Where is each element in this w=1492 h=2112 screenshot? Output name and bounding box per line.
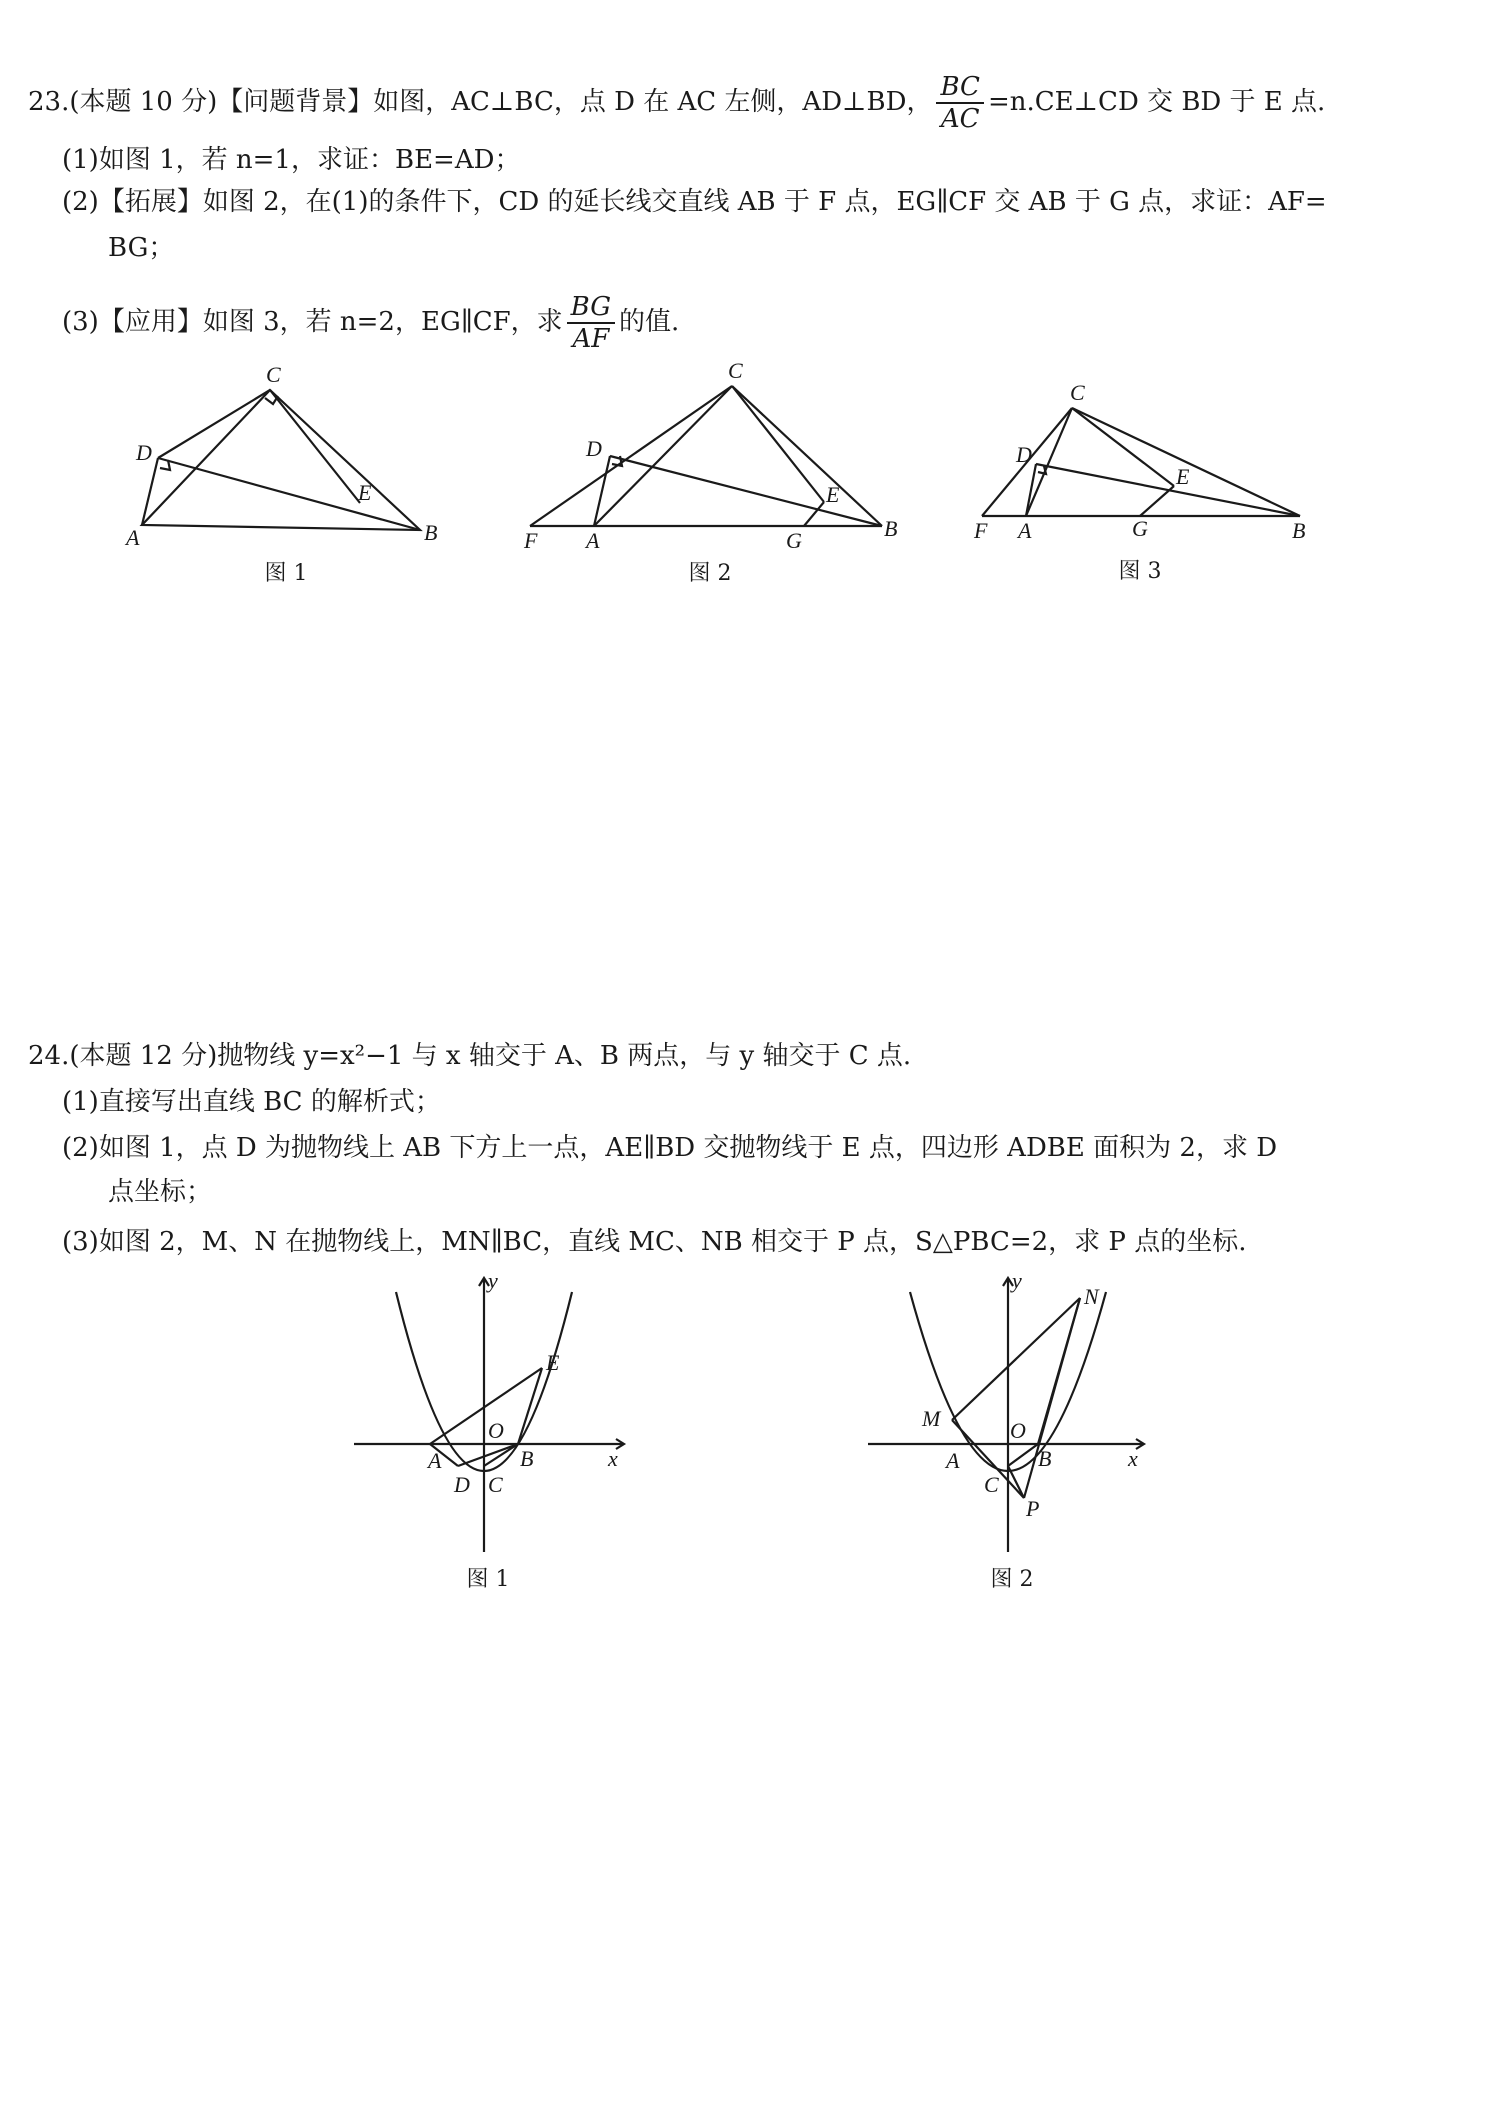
- right-angle-d: [160, 460, 170, 470]
- line-cf: [530, 386, 732, 526]
- q23-part3-b: 的值.: [619, 307, 680, 337]
- segment-ca: [594, 386, 732, 526]
- label-o: O: [1010, 1418, 1026, 1443]
- label-c: C: [728, 358, 743, 383]
- label-b: B: [1038, 1446, 1052, 1471]
- segment-ad: [142, 458, 158, 525]
- q23-fig1-caption: 图 1: [264, 561, 308, 586]
- q23-frac-den: AC: [940, 104, 980, 134]
- label-e: E: [826, 482, 840, 507]
- q24-part1: (1)直接写出直线 BC 的解析式；: [62, 1087, 441, 1117]
- label-f: F: [974, 518, 988, 543]
- right-angle-c: [265, 396, 278, 404]
- label-b: B: [520, 1446, 534, 1471]
- label-x: x: [608, 1446, 618, 1471]
- segment-db: [610, 456, 882, 526]
- label-o: O: [488, 1418, 504, 1443]
- q24-figure-1: [346, 1270, 646, 1560]
- q23-part3-den: AF: [572, 324, 610, 354]
- segment-ce: [732, 386, 824, 502]
- label-m: M: [922, 1406, 941, 1431]
- segment-eg: [1140, 486, 1174, 516]
- label-c: C: [984, 1472, 999, 1497]
- q23-figure-2: [520, 356, 900, 556]
- label-a: A: [586, 528, 600, 553]
- label-d: D: [454, 1472, 470, 1497]
- q24-figure-2: [862, 1270, 1172, 1560]
- label-x: x: [1128, 1446, 1138, 1471]
- label-e: E: [1176, 464, 1190, 489]
- label-g: G: [786, 528, 802, 553]
- q24-part3: (3)如图 2，M、N 在抛物线上，MN∥BC，直线 MC、NB 相交于 P 点，S△PBC=2，求 P 点的坐标.: [62, 1227, 1247, 1257]
- label-e: E: [358, 480, 372, 505]
- q24-part2-line2: 点坐标；: [108, 1177, 213, 1207]
- triangle-abc: [142, 390, 420, 530]
- segment-ad: [594, 456, 610, 526]
- q23-fraction-bg-af: [567, 292, 615, 354]
- label-a: A: [428, 1448, 442, 1473]
- segment-cb: [732, 386, 882, 526]
- segment-cb: [1072, 408, 1300, 516]
- label-e: E: [546, 1350, 560, 1375]
- label-a: A: [946, 1448, 960, 1473]
- label-y: y: [488, 1270, 498, 1293]
- label-a: A: [1018, 518, 1032, 543]
- q23-fig3-caption: 图 3: [1118, 559, 1162, 584]
- q24-fig1-caption: 图 1: [466, 1567, 510, 1592]
- label-g: G: [1132, 516, 1148, 541]
- label-c: C: [266, 362, 281, 387]
- q23-figure-1: [120, 360, 460, 560]
- q24-fig2-caption: 图 2: [990, 1567, 1034, 1592]
- label-p: P: [1026, 1496, 1040, 1521]
- label-d: D: [1016, 442, 1032, 467]
- q23-intro-a: 23.(本题 10 分)【问题背景】如图，AC⊥BC，点 D 在 AC 左侧，AD⊥BD，: [28, 87, 933, 117]
- label-n: N: [1084, 1284, 1099, 1309]
- q23-figure-3: [968, 380, 1328, 560]
- label-b: B: [1292, 518, 1306, 543]
- q24-part2-line1: (2)如图 1，点 D 为抛物线上 AB 下方上一点，AE∥BD 交抛物线于 E 点，四边形 ADBE 面积为 2，求 D: [62, 1133, 1278, 1163]
- segment-ad: [1026, 464, 1036, 516]
- segment-mn: [952, 1298, 1080, 1420]
- q23-frac-num: BC: [936, 72, 983, 104]
- q24-intro: 24.(本题 12 分)抛物线 y=x²−1 与 x 轴交于 A、B 两点，与 y 轴交于 C 点.: [28, 1041, 912, 1071]
- label-a: A: [126, 525, 140, 550]
- label-f: F: [524, 528, 538, 553]
- label-d: D: [586, 436, 602, 461]
- label-d: D: [136, 440, 152, 465]
- label-y: y: [1012, 1270, 1022, 1293]
- q23-part1: (1)如图 1，若 n=1，求证：BE=AD；: [62, 145, 521, 175]
- segment-be: [518, 1368, 542, 1444]
- label-c: C: [1070, 380, 1085, 405]
- q23-intro-b: =n.CE⊥CD 交 BD 于 E 点.: [987, 87, 1326, 117]
- label-b: B: [424, 520, 438, 545]
- q23-intro: [28, 72, 1325, 134]
- q23-part3-a: (3)【应用】如图 3，若 n=2，EG∥CF，求: [62, 307, 563, 337]
- q23-part2-line1: (2)【拓展】如图 2，在(1)的条件下，CD 的延长线交直线 AB 于 F 点，EG∥CF 交 AB 于 G 点，求证：AF=: [62, 187, 1327, 217]
- q23-part3: [62, 292, 679, 354]
- segment-ca: [1026, 408, 1072, 516]
- q23-part3-num: BG: [567, 292, 615, 324]
- q23-part2-line2: BG；: [108, 233, 175, 263]
- right-angle-d: [1038, 466, 1046, 474]
- label-b: B: [884, 516, 898, 541]
- q23-fraction-bc-ac: [936, 72, 983, 134]
- q23-fig2-caption: 图 2: [688, 561, 732, 586]
- segment-ce: [270, 390, 360, 503]
- label-c: C: [488, 1472, 503, 1497]
